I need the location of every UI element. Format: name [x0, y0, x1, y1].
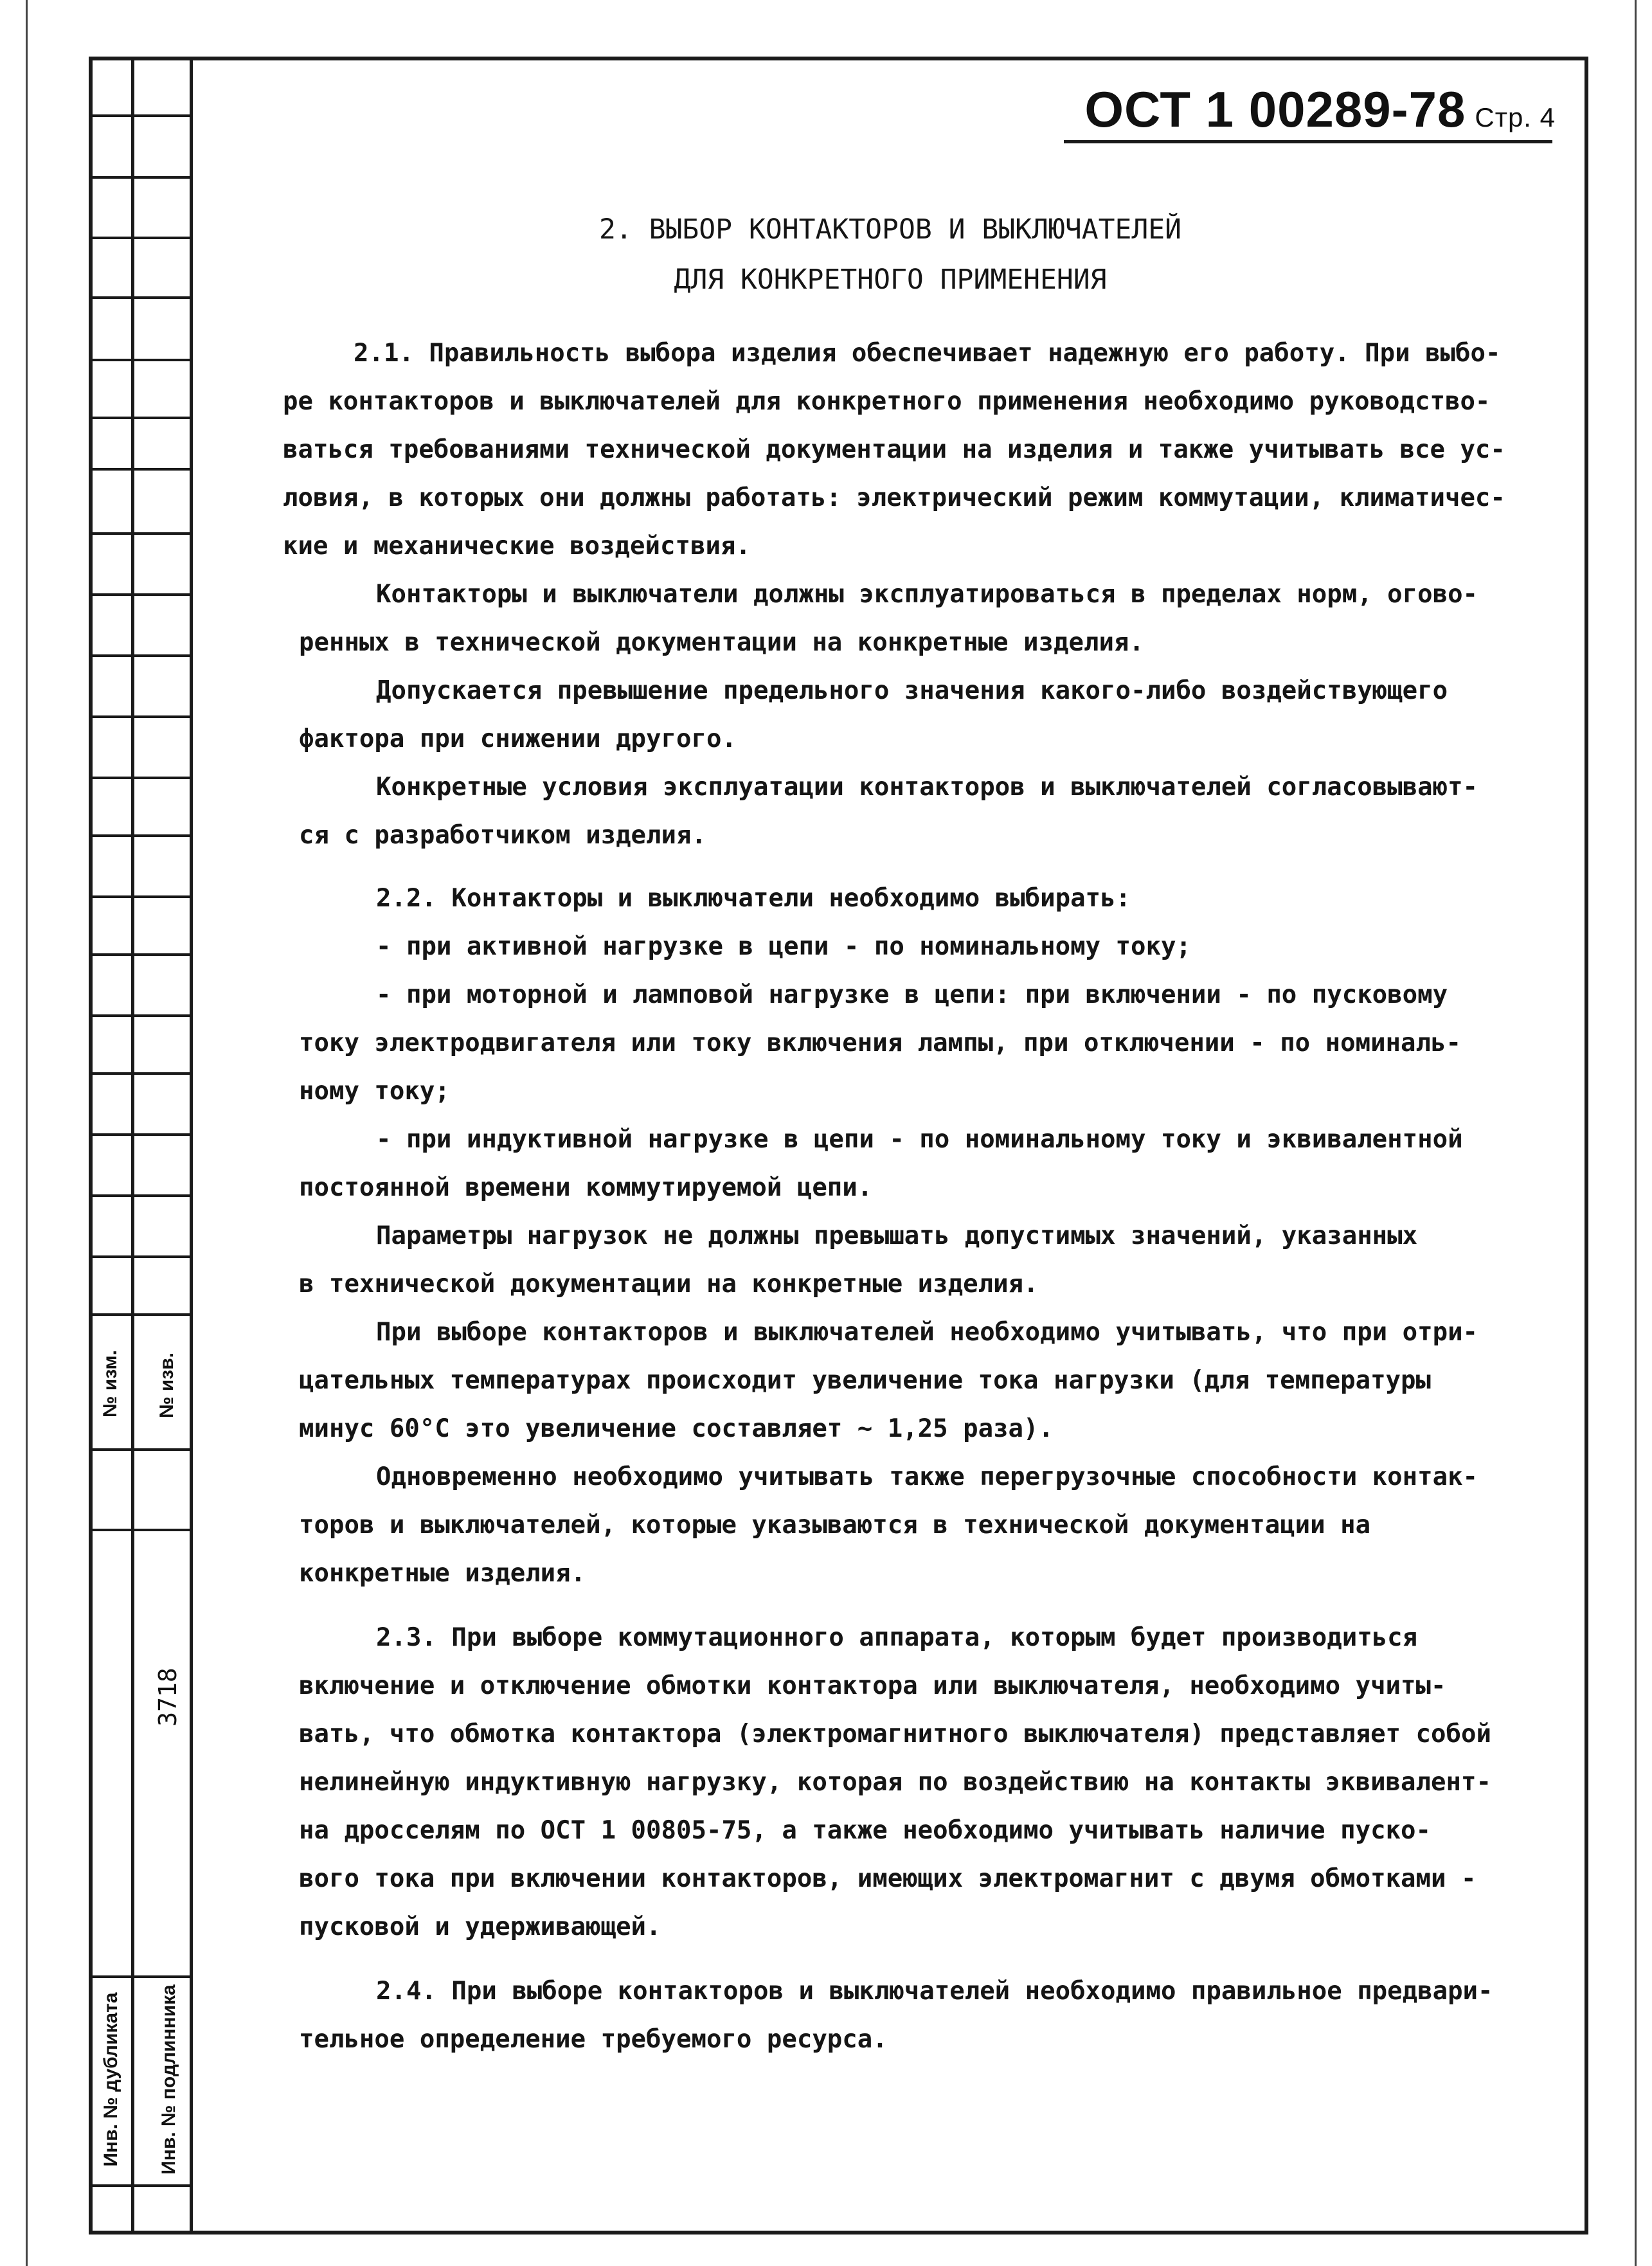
text-line: вого тока при включении контакторов, имеющих электромагнит с двумя обмотками - — [299, 1864, 1477, 1893]
header-underline — [1064, 140, 1552, 143]
text-line: пусковой и удерживающей. — [299, 1912, 661, 1941]
text-line: торов и выключателей, которые указываются в технической документации на — [299, 1511, 1371, 1540]
strip-cell-line — [89, 296, 193, 299]
text-line: току электродвигателя или току включения лампы, при отключении - по номиналь- — [299, 1029, 1461, 1057]
strip-cell-line — [89, 468, 193, 471]
text-line: Допускается превышение предельного значения какого-либо воздействующего — [376, 676, 1448, 705]
text-line: Контакторы и выключатели должны эксплуатироваться в пределах норм, огово- — [376, 580, 1478, 609]
text-line: вать, что обмотка контактора (электромагнитного выключателя) представляет собой — [299, 1720, 1491, 1749]
strip-cell-line — [89, 834, 193, 837]
side-stamp-strip — [89, 57, 193, 2235]
text-line: ному току; — [299, 1077, 450, 1106]
strip-cell-line — [89, 777, 193, 779]
text-line: 2.1. Правильность выбора изделия обеспечивает надежную его работу. При выбо- — [354, 339, 1501, 368]
page-label: Стр. 4 — [1475, 102, 1556, 132]
text-line: - при активной нагрузке в цепи - по номинальному току; — [376, 932, 1191, 961]
text-line: конкретные изделия. — [299, 1559, 586, 1588]
section-title-line2: ДЛЯ КОНКРЕТНОГО ПРИМЕНЕНИЯ — [674, 264, 1107, 296]
strip-cell-line — [89, 176, 193, 179]
text-line: на дросселям по ОСТ 1 00805-75, а также необходимо учитывать наличие пуско- — [299, 1816, 1431, 1845]
strip-cell-line — [89, 1255, 193, 1258]
text-line: ся с разработчиком изделия. — [299, 821, 706, 850]
strip-cell-line — [89, 953, 193, 956]
strip-cell-line — [89, 1014, 193, 1017]
inv-podl-number: 3718 — [154, 1668, 182, 1727]
text-line: Одновременно необходимо учитывать также перегрузочные способности контак- — [376, 1462, 1478, 1491]
strip-cell-line — [89, 1529, 193, 1531]
doc-code: ОСТ 1 00289-78 — [1084, 81, 1466, 138]
text-line: ренных в технической документации на конкретные изделия. — [299, 628, 1144, 657]
strip-divider — [190, 57, 193, 2235]
text-line: минус 60°С это увеличение составляет ~ 1,25 раза). — [299, 1414, 1054, 1443]
text-line: ваться требованиями технической документации на изделия и также учитывать все ус- — [283, 435, 1505, 464]
text-line: ловия, в которых они должны работать: электрический режим коммутации, климатичес- — [283, 483, 1505, 512]
label-izm: № изм. — [100, 1350, 121, 1417]
label-izv: № изв. — [156, 1353, 177, 1418]
strip-cell-line — [89, 114, 193, 117]
strip-cell-line — [89, 417, 193, 419]
strip-cell-line — [89, 1448, 193, 1451]
doc-header — [1084, 80, 1556, 139]
text-line: - при индуктивной нагрузке в цепи - по номинальному току и эквивалентной — [376, 1125, 1463, 1154]
text-line: тельное определение требуемого ресурса. — [299, 2025, 888, 2054]
strip-cell-line — [89, 593, 193, 596]
strip-cell-line — [89, 715, 193, 718]
text-line: - при моторной и ламповой нагрузке в цепи: при включении - по пусковому — [376, 980, 1448, 1009]
strip-cell-line — [89, 1194, 193, 1197]
label-inv-podl: Инв. № подлинника — [158, 1984, 179, 2175]
text-line: постоянной времени коммутируемой цепи. — [299, 1173, 873, 1202]
text-line: 2.3. При выборе коммутационного аппарата, которым будет производиться — [376, 1623, 1418, 1652]
text-line: в технической документации на конкретные изделия. — [299, 1270, 1039, 1299]
text-line: 2.4. При выборе контакторов и выключателей необходимо правильное предвари- — [376, 1977, 1493, 2006]
text-line: фактора при снижении другого. — [299, 724, 737, 753]
strip-cell-line — [89, 359, 193, 361]
text-line: кие и механические воздействия. — [283, 532, 751, 561]
text-line: ре контакторов и выключателей для конкретного применения необходимо руководство- — [283, 387, 1491, 416]
strip-cell-line — [89, 1313, 193, 1316]
text-line: нелинейную индуктивную нагрузку, которая по воздействию на контакты эквивалент- — [299, 1768, 1491, 1797]
strip-cell-line — [89, 532, 193, 535]
strip-cell-line — [89, 237, 193, 239]
strip-cell-line — [89, 654, 193, 657]
strip-cell-line — [89, 1133, 193, 1136]
text-line: Параметры нагрузок не должны превышать допустимых значений, указанных — [376, 1221, 1418, 1250]
text-line: При выборе контакторов и выключателей необходимо учитывать, что при отри- — [376, 1318, 1478, 1347]
strip-cell-line — [89, 895, 193, 898]
section-title-line1: 2. ВЫБОР КОНТАКТОРОВ И ВЫКЛЮЧАТЕЛЕЙ — [598, 213, 1182, 246]
strip-cell-line — [89, 1072, 193, 1075]
text-line: цательных температурах происходит увеличение тока нагрузки (для температуры — [299, 1366, 1431, 1395]
text-line: Конкретные условия эксплуатации контакторов и выключателей согласовывают- — [376, 773, 1478, 802]
text-line: 2.2. Контакторы и выключатели необходимо выбирать: — [376, 884, 1131, 913]
label-inv-dubl: Инв. № дубликата — [100, 1992, 121, 2167]
strip-divider — [131, 57, 134, 2235]
text-line: включение и отключение обмотки контактора или выключателя, необходимо учиты- — [299, 1671, 1446, 1700]
